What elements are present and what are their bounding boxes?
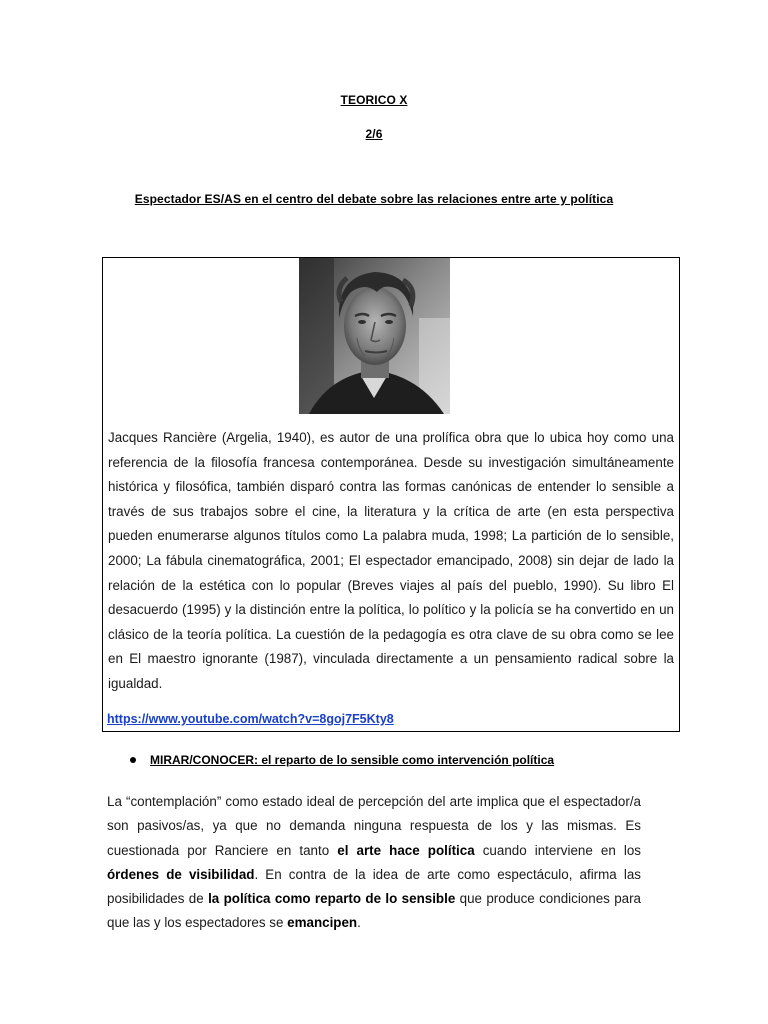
bullet-icon bbox=[130, 757, 136, 763]
section-heading: Espectador ES/AS en el centro del debate sobre las relaciones entre arte y política bbox=[134, 192, 614, 206]
bullet-item bbox=[130, 753, 554, 767]
portrait-photo bbox=[299, 258, 450, 414]
bio-box bbox=[102, 257, 680, 732]
emphasis-text: órdenes de visibilidad bbox=[107, 866, 255, 882]
page-number: 2/6 bbox=[365, 127, 383, 141]
emphasis-text: emancipen bbox=[287, 915, 358, 931]
bio-paragraph: Jacques Rancière (Argelia, 1940), es autor de una prolífica obra que lo ubica hoy como una referencia de la filosofía francesa contemporánea. Desde su investigación simultáneamente histórica y filosófica, también disparó contra las formas canónicas de entender lo sensible a través de sus trabajos sobre el cine, la literatura y la crítica de arte (en esta perspectiva pueden enumerarse algunos títulos como La palabra muda, 1998; La partición de lo sensible, 2000; La fábula cinematográfica, 2001; El espectador emancipado, 2008) sin dejar de lado la relación de la estética con lo popular (Breves viajes al país del pueblo, 1990). Su libro El desacuerdo (1995) y la distinción entre la política, lo político y la policía se ha convertido en un clásico de la teoría política. La cuestión de la pedagogía es otra clave de su obra como se lee en El maestro ignorante (1987), vinculada directamente a un pensamiento radical sobre la igualdad. bbox=[108, 430, 674, 691]
bullet-label: MIRAR/CONOCER: el reparto de lo sensible como intervención política bbox=[150, 753, 555, 767]
paragraph-text: . bbox=[357, 915, 361, 931]
section-paragraph bbox=[107, 790, 641, 936]
paragraph-text: . En contra de la idea de arte como espectáculo, afirma las posibilidades de bbox=[107, 866, 641, 907]
document-title: TEORICO X bbox=[340, 93, 408, 107]
emphasis-text: la política como reparto de lo sensible bbox=[208, 891, 456, 907]
paragraph-text: que produce condiciones para que las y los espectadores se bbox=[107, 891, 642, 931]
paragraph-text: La “contemplación” como estado ideal de percepción del arte implica que el espectador/a son pasivos/as, ya que no demanda ninguna respuesta de los y las mismas. Es cuestionada por Ranciere en tanto bbox=[107, 794, 641, 858]
youtube-link[interactable]: https://www.youtube.com/watch?v=8goj7F5Kty8 bbox=[107, 712, 394, 726]
emphasis-text: el arte hace política bbox=[337, 842, 475, 858]
paragraph-text: cuando interviene en los bbox=[474, 842, 641, 858]
